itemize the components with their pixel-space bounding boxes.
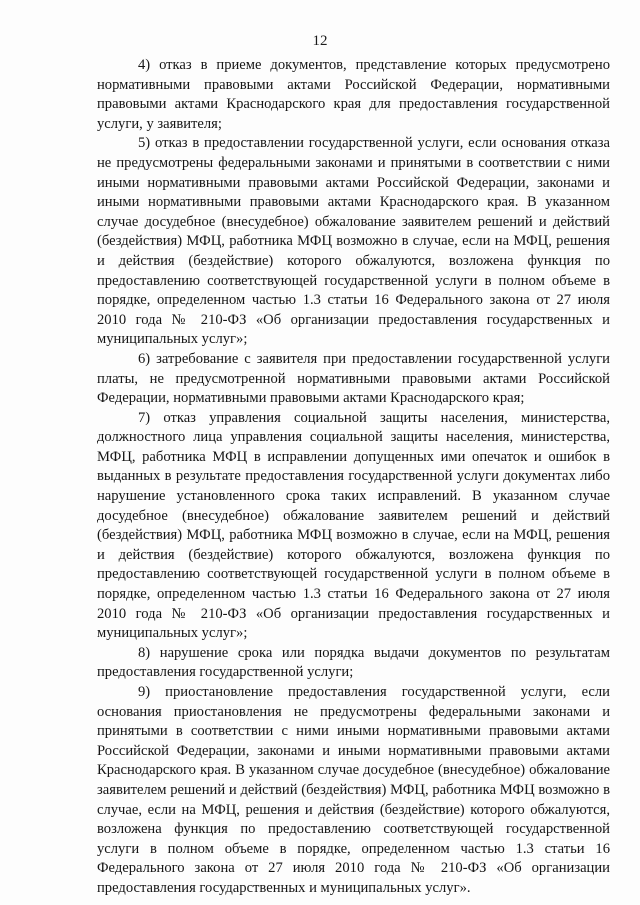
paragraph-item-5: 5) отказ в предоставлении государственной услуги, если основания отказа не предусмотрены федеральными законами и принятыми в соответствии с ними иными нормативными правовыми актами Российской Федерации, законами и иными нормативными правовыми актами Краснодарского края. В указанном случае досудебное (внесудебное) обжалование заявителем решений и действий (бездействия) МФЦ, работника МФЦ возможно в случае, если на МФЦ, решения и действия (бездействие) которого обжалуются, возложена функция по предоставлению соответствующей государственной услуги в полном объеме в порядке, определенном частью 1.3 статьи 16 Федерального закона от 27 июля 2010 года № 210-ФЗ «Об организации предоставления государственных и муниципальных услуг»; xyxy=(97,135,610,348)
paragraph-item-7: 7) отказ управления социальной защиты населения, министерства, должностного лица управления социальной защиты населения, министерства, МФЦ, работника МФЦ в исправлении допущенных ими опечаток и ошибок в выданных в результате предоставления государственной услуги документах либо нарушение установленного срока таких исправлений. В указанном случае досудебное (внесудебное) обжалование заявителем решений и действий (бездействия) МФЦ, работника МФЦ возможно в случае, если на МФЦ, решения и действия (бездействие) которого обжалуются, возложена функция по предоставлению соответствующей государственной услуги в полном объеме в порядке, определенном частью 1.3 статьи 16 Федерального закона от 27 июля 2010 года № 210-ФЗ «Об организации предоставления государственных и муниципальных услуг»; xyxy=(97,409,610,642)
paragraph-item-9: 9) приостановление предоставления государственной услуги, если основания приостановления не предусмотрены федеральными законами и принятыми в соответствии с ними иными нормативными правовыми актами Российской Федерации, законами и иными нормативными правовыми актами Краснодарского края. В указанном случае досудебное (внесудебное) обжалование заявителем решений и действий (бездействия) МФЦ, работника МФЦ возможно в случае, если на МФЦ, решения и действия (бездействие) которого обжалуются, возложена функция по предоставлению соответствующей государственной услуги в полном объеме в порядке, определенном частью 1.3 статьи 16 Федерального закона от 27 июля 2010 года № 210-ФЗ «Об организации предоставления государственных и муниципальных услуг». xyxy=(97,684,610,896)
document-body xyxy=(97,56,610,899)
page-number: 12 xyxy=(312,33,328,49)
paragraph-item-4: 4) отказ в приеме документов, представление которых предусмотрено нормативными правовыми актами Российской Федерации, нормативными правовыми актами Краснодарского края для предоставления государственной услуги, у заявителя; xyxy=(97,57,610,132)
paragraph-item-6: 6) затребование с заявителя при предоставлении государственной услуги платы, не предусмотренной нормативными правовыми актами Российской Федерации, нормативными правовыми актами Краснодарского края; xyxy=(97,350,610,407)
paragraph-item-8: 8) нарушение срока или порядка выдачи документов по результатам предоставления государственной услуги; xyxy=(97,644,610,681)
